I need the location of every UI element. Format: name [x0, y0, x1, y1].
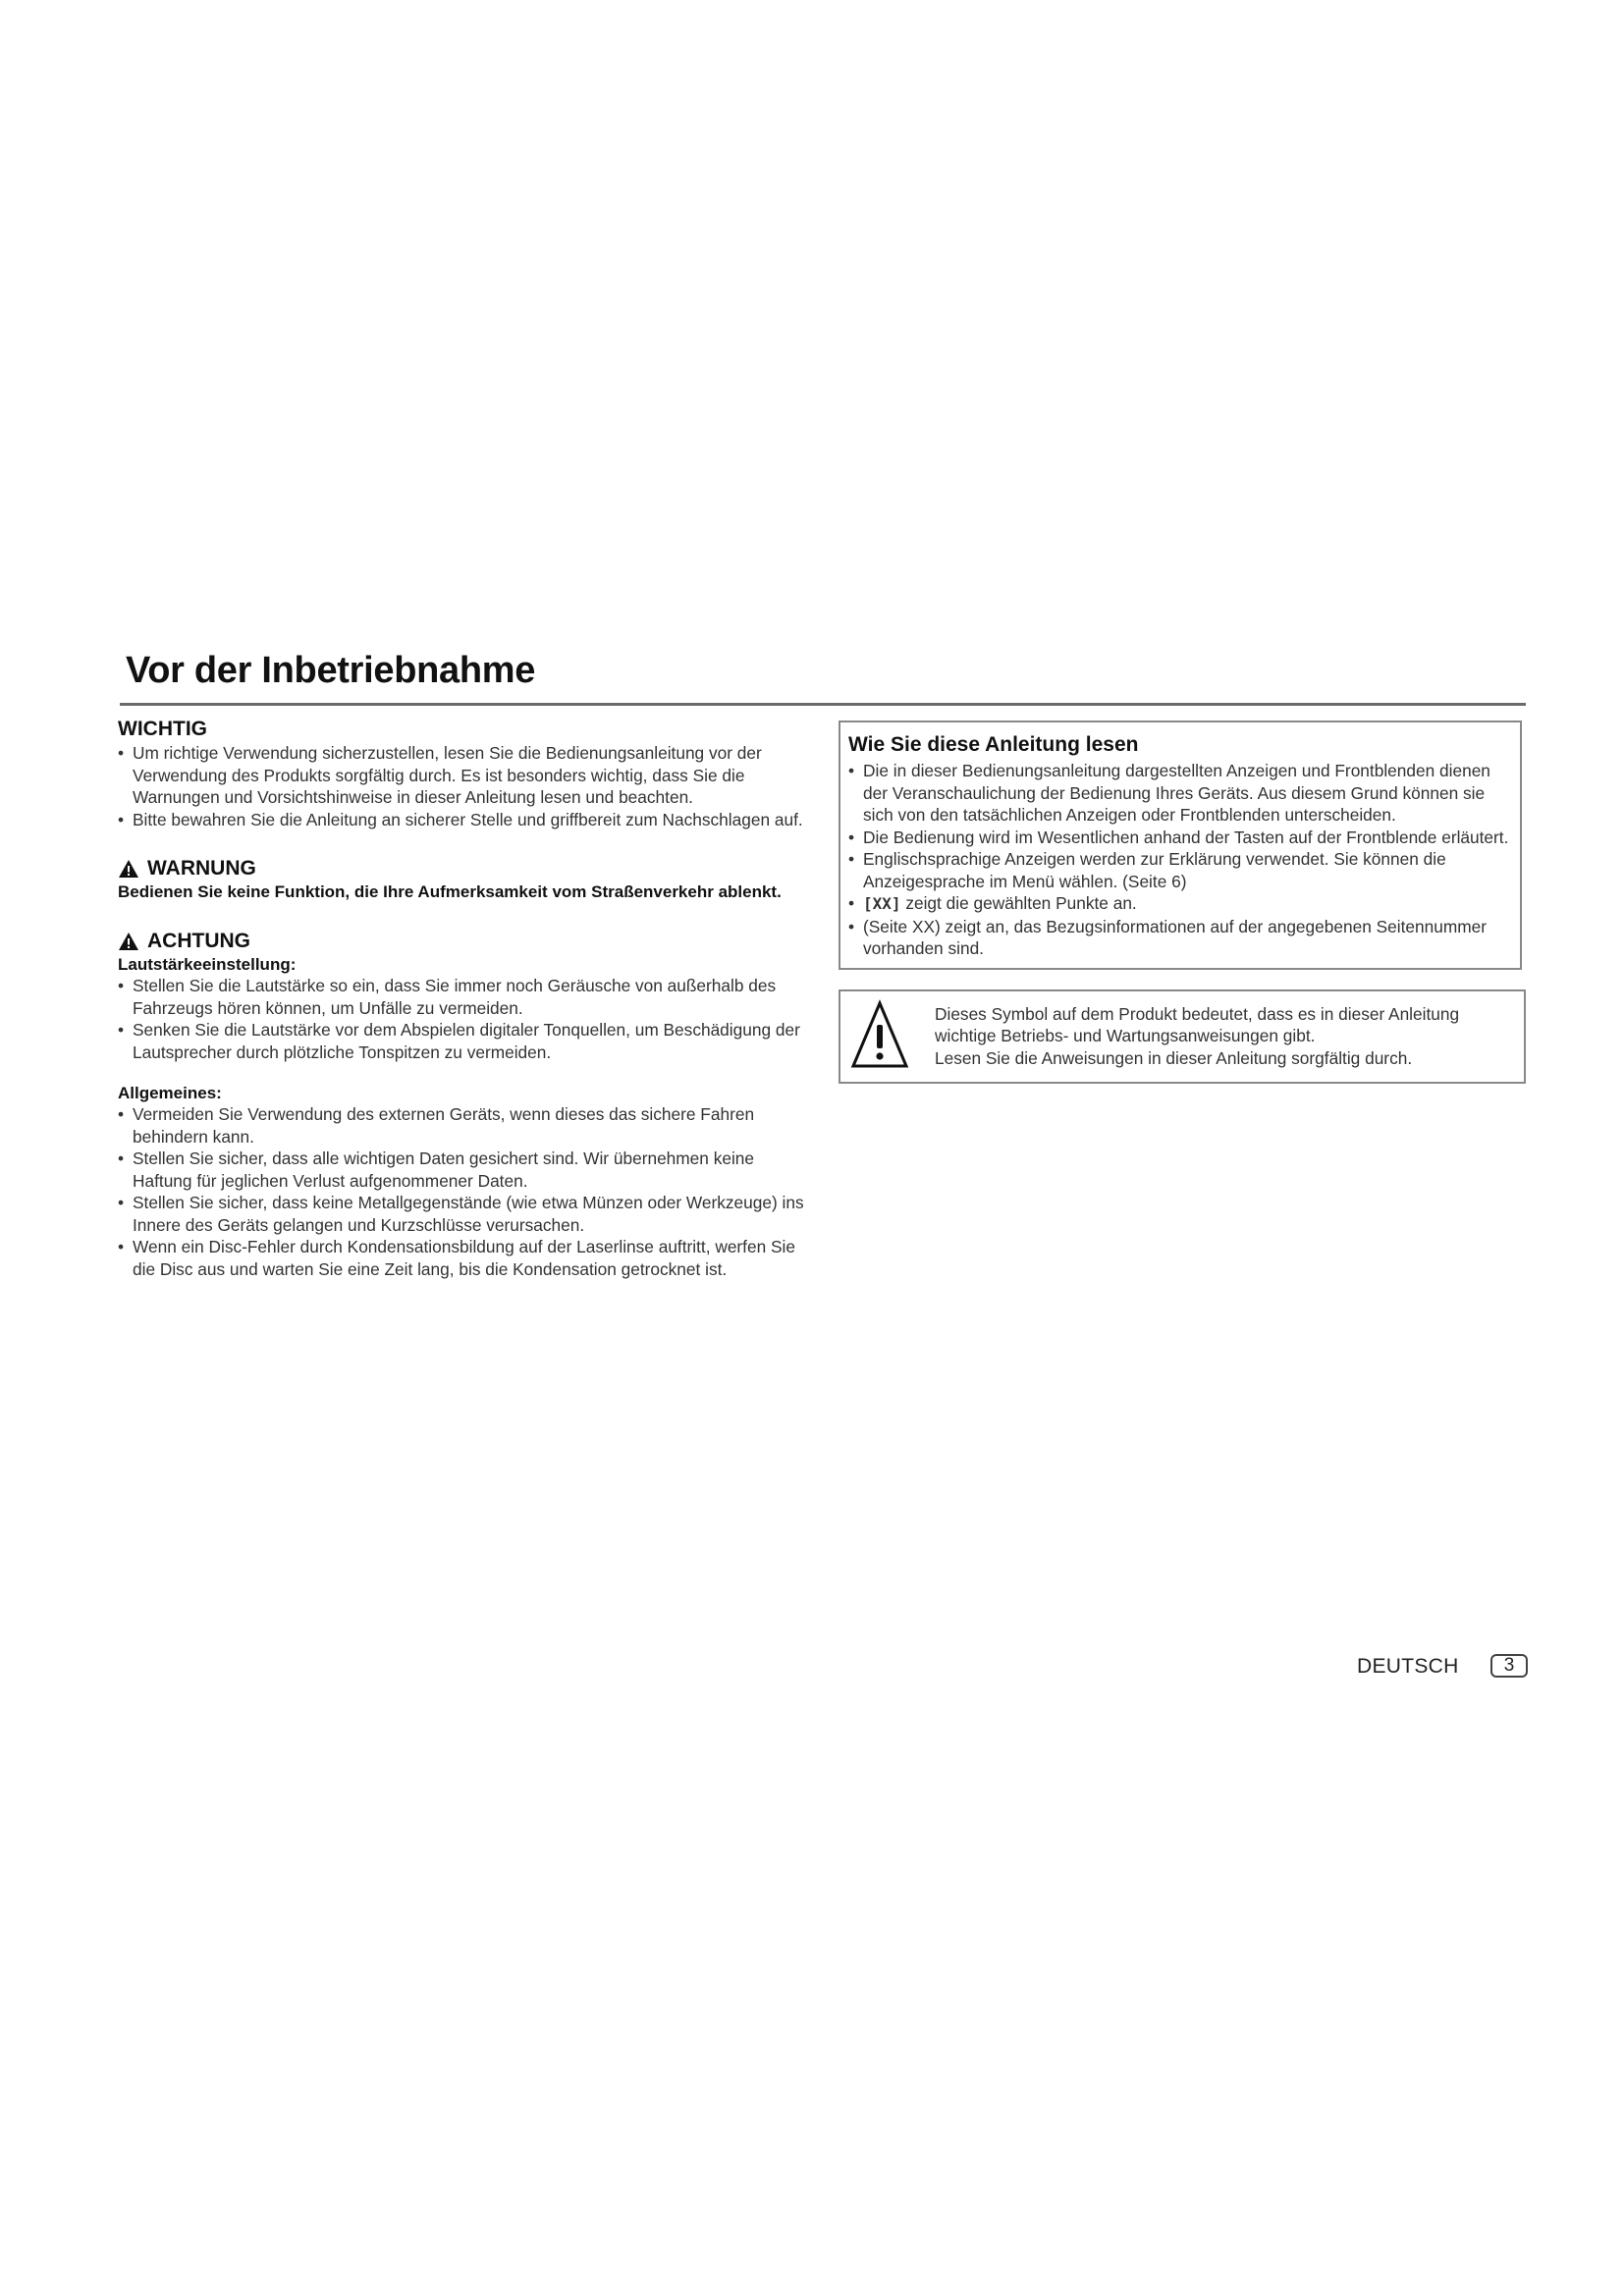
page-number: 3 — [1490, 1654, 1528, 1678]
warning-triangle-icon — [118, 859, 139, 879]
page-title: Vor der Inbetriebnahme — [126, 650, 536, 691]
achtung-heading: ACHTUNG — [147, 930, 250, 952]
xx-marker: [XX] — [863, 894, 901, 913]
list-item: • Die in dieser Bedienungsanleitung dargestellten Anzeigen und Frontblenden dienen der Veranschaulichung der Bedienung Ihres Geräts. Aus diesem Grund können sie sich von den tatsächlichen Anzeigen oder Frontblenden unterscheiden. — [848, 760, 1510, 827]
symbol-notice-line2: wichtige Betriebs- und Wartungsanweisungen gibt. — [935, 1026, 1316, 1045]
symbol-notice-line3: Lesen Sie die Anweisungen in dieser Anleitung sorgfältig durch. — [935, 1047, 1413, 1068]
wichtig-section — [118, 717, 805, 830]
lautstaerke-list — [118, 975, 805, 1063]
symbol-notice-box — [839, 989, 1526, 1084]
caution-triangle-icon — [850, 999, 909, 1070]
achtung-section — [118, 929, 805, 1280]
right-column — [839, 721, 1522, 1084]
list-item: • Stellen Sie die Lautstärke so ein, dass Sie immer noch Geräusche von außerhalb des Fahrzeugs hören können, um Unfälle zu vermeiden. — [118, 975, 805, 1019]
warnung-heading: WARNUNG — [147, 857, 256, 880]
wichtig-list — [118, 742, 805, 830]
list-item: • Um richtige Verwendung sicherzustellen, lesen Sie die Bedienungsanleitung vor der Verwendung des Produkts sorgfältig durch. Es ist besonders wichtig, dass Sie die Warnungen und Vorsichtshinweise in dieser Anleitung lesen und beachten. — [118, 742, 805, 809]
footer-language: DEUTSCH — [1357, 1655, 1459, 1678]
lautstaerke-subheading: Lautstärkeeinstellung: — [118, 955, 297, 974]
how-to-read-box — [839, 721, 1522, 970]
allgemeines-subheading: Allgemeines: — [118, 1084, 222, 1102]
list-item: • Die Bedienung wird im Wesentlichen anhand der Tasten auf der Frontblende erläutert. — [848, 827, 1510, 849]
symbol-notice-line1: Dieses Symbol auf dem Produkt bedeutet, dass es in dieser Anleitung — [935, 1003, 1460, 1024]
warnung-text: Bedienen Sie keine Funktion, die Ihre Aufmerksamkeit vom Straßenverkehr ablenkt. — [118, 882, 782, 901]
title-divider — [120, 703, 1526, 706]
list-item: • Bitte bewahren Sie die Anleitung an sicherer Stelle und griffbereit zum Nachschlagen auf. — [118, 809, 805, 831]
left-column — [118, 717, 805, 1280]
warnung-section — [118, 856, 805, 903]
list-item: • Senken Sie die Lautstärke vor dem Abspielen digitaler Tonquellen, um Beschädigung der Lautsprecher durch plötzliche Tonspitzen zu vermeiden. — [118, 1019, 805, 1063]
how-to-read-heading: Wie Sie diese Anleitung lesen — [848, 733, 1139, 756]
list-item: • Wenn ein Disc-Fehler durch Kondensationsbildung auf der Laserlinse auftritt, werfen Sie die Disc aus und warten Sie eine Zeit lang, bis die Kondensation getrocknet ist. — [118, 1236, 805, 1280]
how-to-read-list — [848, 760, 1510, 960]
list-item: • (Seite XX) zeigt an, das Bezugsinformationen auf der angegebenen Seitennummer vorhanden sind. — [848, 916, 1510, 960]
warnung-heading-row — [118, 856, 805, 881]
xx-text: zeigt die gewählten Punkte an. — [905, 893, 1137, 913]
list-item: • Englischsprachige Anzeigen werden zur Erklärung verwendet. Sie können die Anzeigesprache im Menü wählen. (Seite 6) — [848, 848, 1510, 892]
list-item: • Stellen Sie sicher, dass alle wichtigen Daten gesichert sind. Wir übernehmen keine Haftung für jeglichen Verlust aufgenommener Daten. — [118, 1148, 805, 1192]
symbol-notice-text — [935, 999, 1459, 1070]
wichtig-heading: WICHTIG — [118, 718, 207, 740]
list-item: • Stellen Sie sicher, dass keine Metallgegenstände (wie etwa Münzen oder Werkzeuge) ins Innere des Geräts gelangen und Kurzschlüsse verursachen. — [118, 1192, 805, 1236]
allgemeines-list — [118, 1103, 805, 1280]
list-item: • Vermeiden Sie Verwendung des externen Geräts, wenn dieses das sichere Fahren behindern kann. — [118, 1103, 805, 1148]
warning-triangle-icon — [118, 932, 139, 951]
achtung-heading-row — [118, 929, 805, 954]
list-item — [848, 892, 1510, 916]
